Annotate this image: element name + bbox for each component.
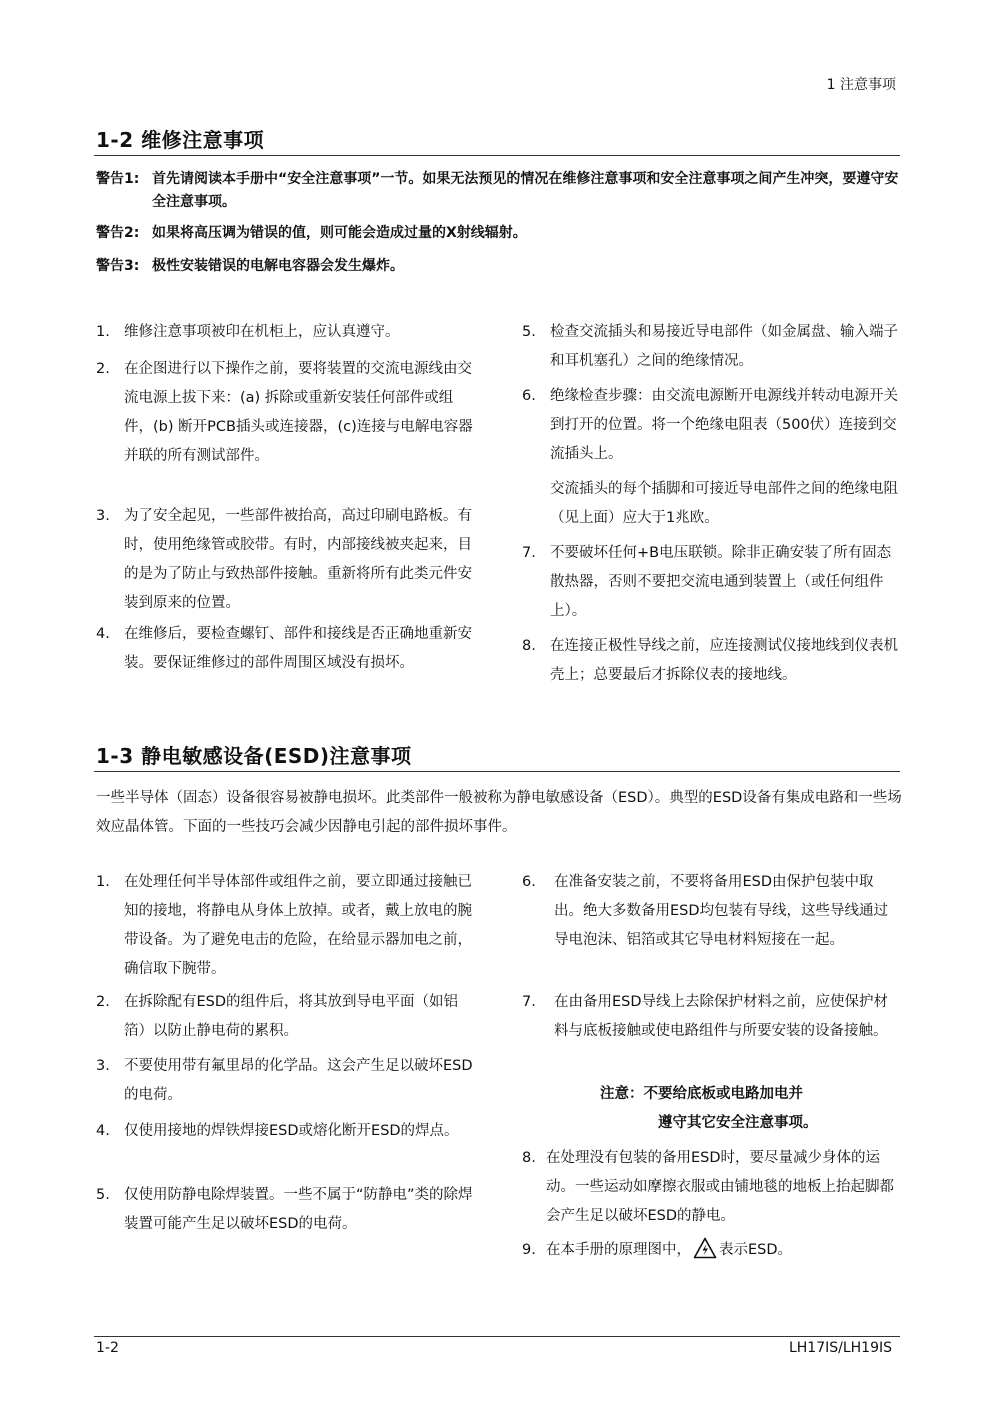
list-text: 在准备安装之前，不要将备用ESD由保护包装中取出。绝大多数备用ESD均包装有导线，这些导线通过导电泡沫、铝箔或其它导电材料短接在一起。: [554, 874, 889, 948]
esd-note-line-1: 注意：不要给底板或电路加电并: [600, 1086, 803, 1102]
list-text: 在由备用ESD导线上去除保护材料之前，应使保护材料与底板接触或使电路组件与所要安装的设备接触。: [554, 994, 889, 1039]
list-number: 2.: [96, 361, 110, 377]
section3-left-column: [96, 868, 474, 1248]
warning-2: [96, 222, 902, 245]
list-text: 在企图进行以下操作之前，要将装置的交流电源线由交流电源上拔下来：(a) 拆除或重新安装任何部件或组件，(b) 断开PCB插头或连接器，(c)连接与电解电容器并联的所有测试部件。: [124, 361, 473, 464]
esd-note-line-2: 遵守其它安全注意事项。: [658, 1115, 818, 1131]
list-number: 8.: [522, 638, 536, 654]
section-rule: [94, 771, 900, 772]
list-text: 为了安全起见，一些部件被抬高，高过印刷电路板。有时，使用绝缘管或胶带。有时，内部接线被夹起来，目的是为了防止与致热部件接触。重新将所有此类元件安装到原来的位置。: [124, 508, 472, 611]
list-number: 8.: [522, 1150, 536, 1166]
list-text: 不要破坏任何+B电压联锁。除非正确安装了所有固态散热器，否则不要把交流电通到装置上（或任何组件上）。: [550, 545, 892, 619]
section-title-1-2: 1-2 维修注意事项: [96, 128, 265, 152]
warning-label: 警告3:: [96, 258, 140, 274]
list-number: 4.: [96, 626, 110, 642]
warning-text: 极性安装错误的电解电容器会发生爆炸。: [152, 258, 404, 274]
footer-rule: [94, 1336, 900, 1337]
list-number: 1.: [96, 874, 110, 890]
list-text: 在维修后，要检查螺钉、部件和接线是否正确地重新安装。要保证维修过的部件周围区域没有损坏。: [124, 626, 472, 671]
esd-text-after: 表示ESD。: [719, 1242, 793, 1258]
list-number: 4.: [96, 1123, 110, 1139]
list-text: 不要使用带有氟里昂的化学品。这会产生足以破坏ESD的电荷。: [124, 1058, 473, 1103]
warning-label: 警告1:: [96, 171, 140, 187]
list-number: 6.: [522, 874, 536, 890]
list-text: 仅使用防静电除焊装置。一些不属于“防静电”类的除焊装置可能产生足以破坏ESD的电荷。: [124, 1187, 473, 1232]
list-text: 在拆除配有ESD的组件后，将其放到导电平面（如铝箔）以防止静电荷的累积。: [124, 994, 459, 1039]
list-number: 6.: [522, 388, 536, 404]
list-number: 3.: [96, 508, 110, 524]
list-number: 3.: [96, 1058, 110, 1074]
esd-warning-icon: [693, 1237, 717, 1270]
esd-text-before: 在本手册的原理图中，: [546, 1242, 691, 1258]
section3-right-column: [522, 868, 900, 1268]
list-number: 7.: [522, 545, 536, 561]
warning-label: 警告2:: [96, 225, 140, 241]
warning-text: 首先请阅读本手册中“安全注意事项”一节。如果无法预见的情况在维修注意事项和安全注意事项之间产生冲突，要遵守安全注意事项。: [152, 171, 899, 210]
warning-text: 如果将高压调为错误的值，则可能会造成过量的X射线辐射。: [152, 225, 527, 241]
section2-left-column: [96, 318, 474, 718]
list-text: 仅使用接地的焊铁焊接ESD或熔化断开ESD的焊点。: [124, 1123, 459, 1139]
list-text: 在连接正极性导线之前，应连接测试仪接地线到仪表机壳上；总要最后才拆除仪表的接地线。: [550, 638, 898, 683]
footer-model: LH17IS/LH19IS: [788, 1340, 892, 1356]
list-text: 交流插头的每个插脚和可接近导电部件之间的绝缘电阻（见上面）应大于1兆欧。: [550, 481, 898, 526]
list-text: 绝缘检查步骤：由交流电源断开电源线并转动电源开关到打开的位置。将一个绝缘电阻表（500伏）连接到交流插头上。: [550, 388, 898, 462]
list-number: 5.: [522, 324, 536, 340]
list-number: 2.: [96, 994, 110, 1010]
list-number: 1.: [96, 324, 110, 340]
list-text: 维修注意事项被印在机柜上，应认真遵守。: [124, 324, 400, 340]
list-text: 检查交流插头和易接近导电部件（如金属盘、输入端子和耳机塞孔）之间的绝缘情况。: [550, 324, 898, 369]
chapter-header: 1 注意事项: [826, 77, 896, 93]
list-text: [546, 1236, 900, 1270]
warning-1: [96, 168, 902, 214]
section2-right-column: [522, 318, 900, 718]
footer-page-number: 1-2: [96, 1340, 119, 1356]
list-number: 7.: [522, 994, 536, 1010]
list-number: 5.: [96, 1187, 110, 1203]
section3-intro: 一些半导体（固态）设备很容易被静电损坏。此类部件一般被称为静电敏感设备（ESD）。典型的ESD设备有集成电路和一些场效应晶体管。下面的一些技巧会减少因静电引起的部件损坏事件。: [96, 790, 902, 835]
warning-3: [96, 255, 902, 278]
section-rule: [94, 155, 900, 156]
section-title-1-3: 1-3 静电敏感设备(ESD)注意事项: [96, 744, 412, 768]
list-number: 9.: [522, 1242, 536, 1258]
list-text: 在处理任何半导体部件或组件之前，要立即通过接触已知的接地，将静电从身体上放掉。或者，戴上放电的腕带设备。为了避免电击的危险，在给显示器加电之前，确信取下腕带。: [124, 874, 472, 977]
list-text: 在处理没有包装的备用ESD时，要尽量减少身体的运动。一些运动如摩擦衣服或由铺地毯的地板上抬起脚都会产生足以破坏ESD的静电。: [546, 1150, 894, 1224]
